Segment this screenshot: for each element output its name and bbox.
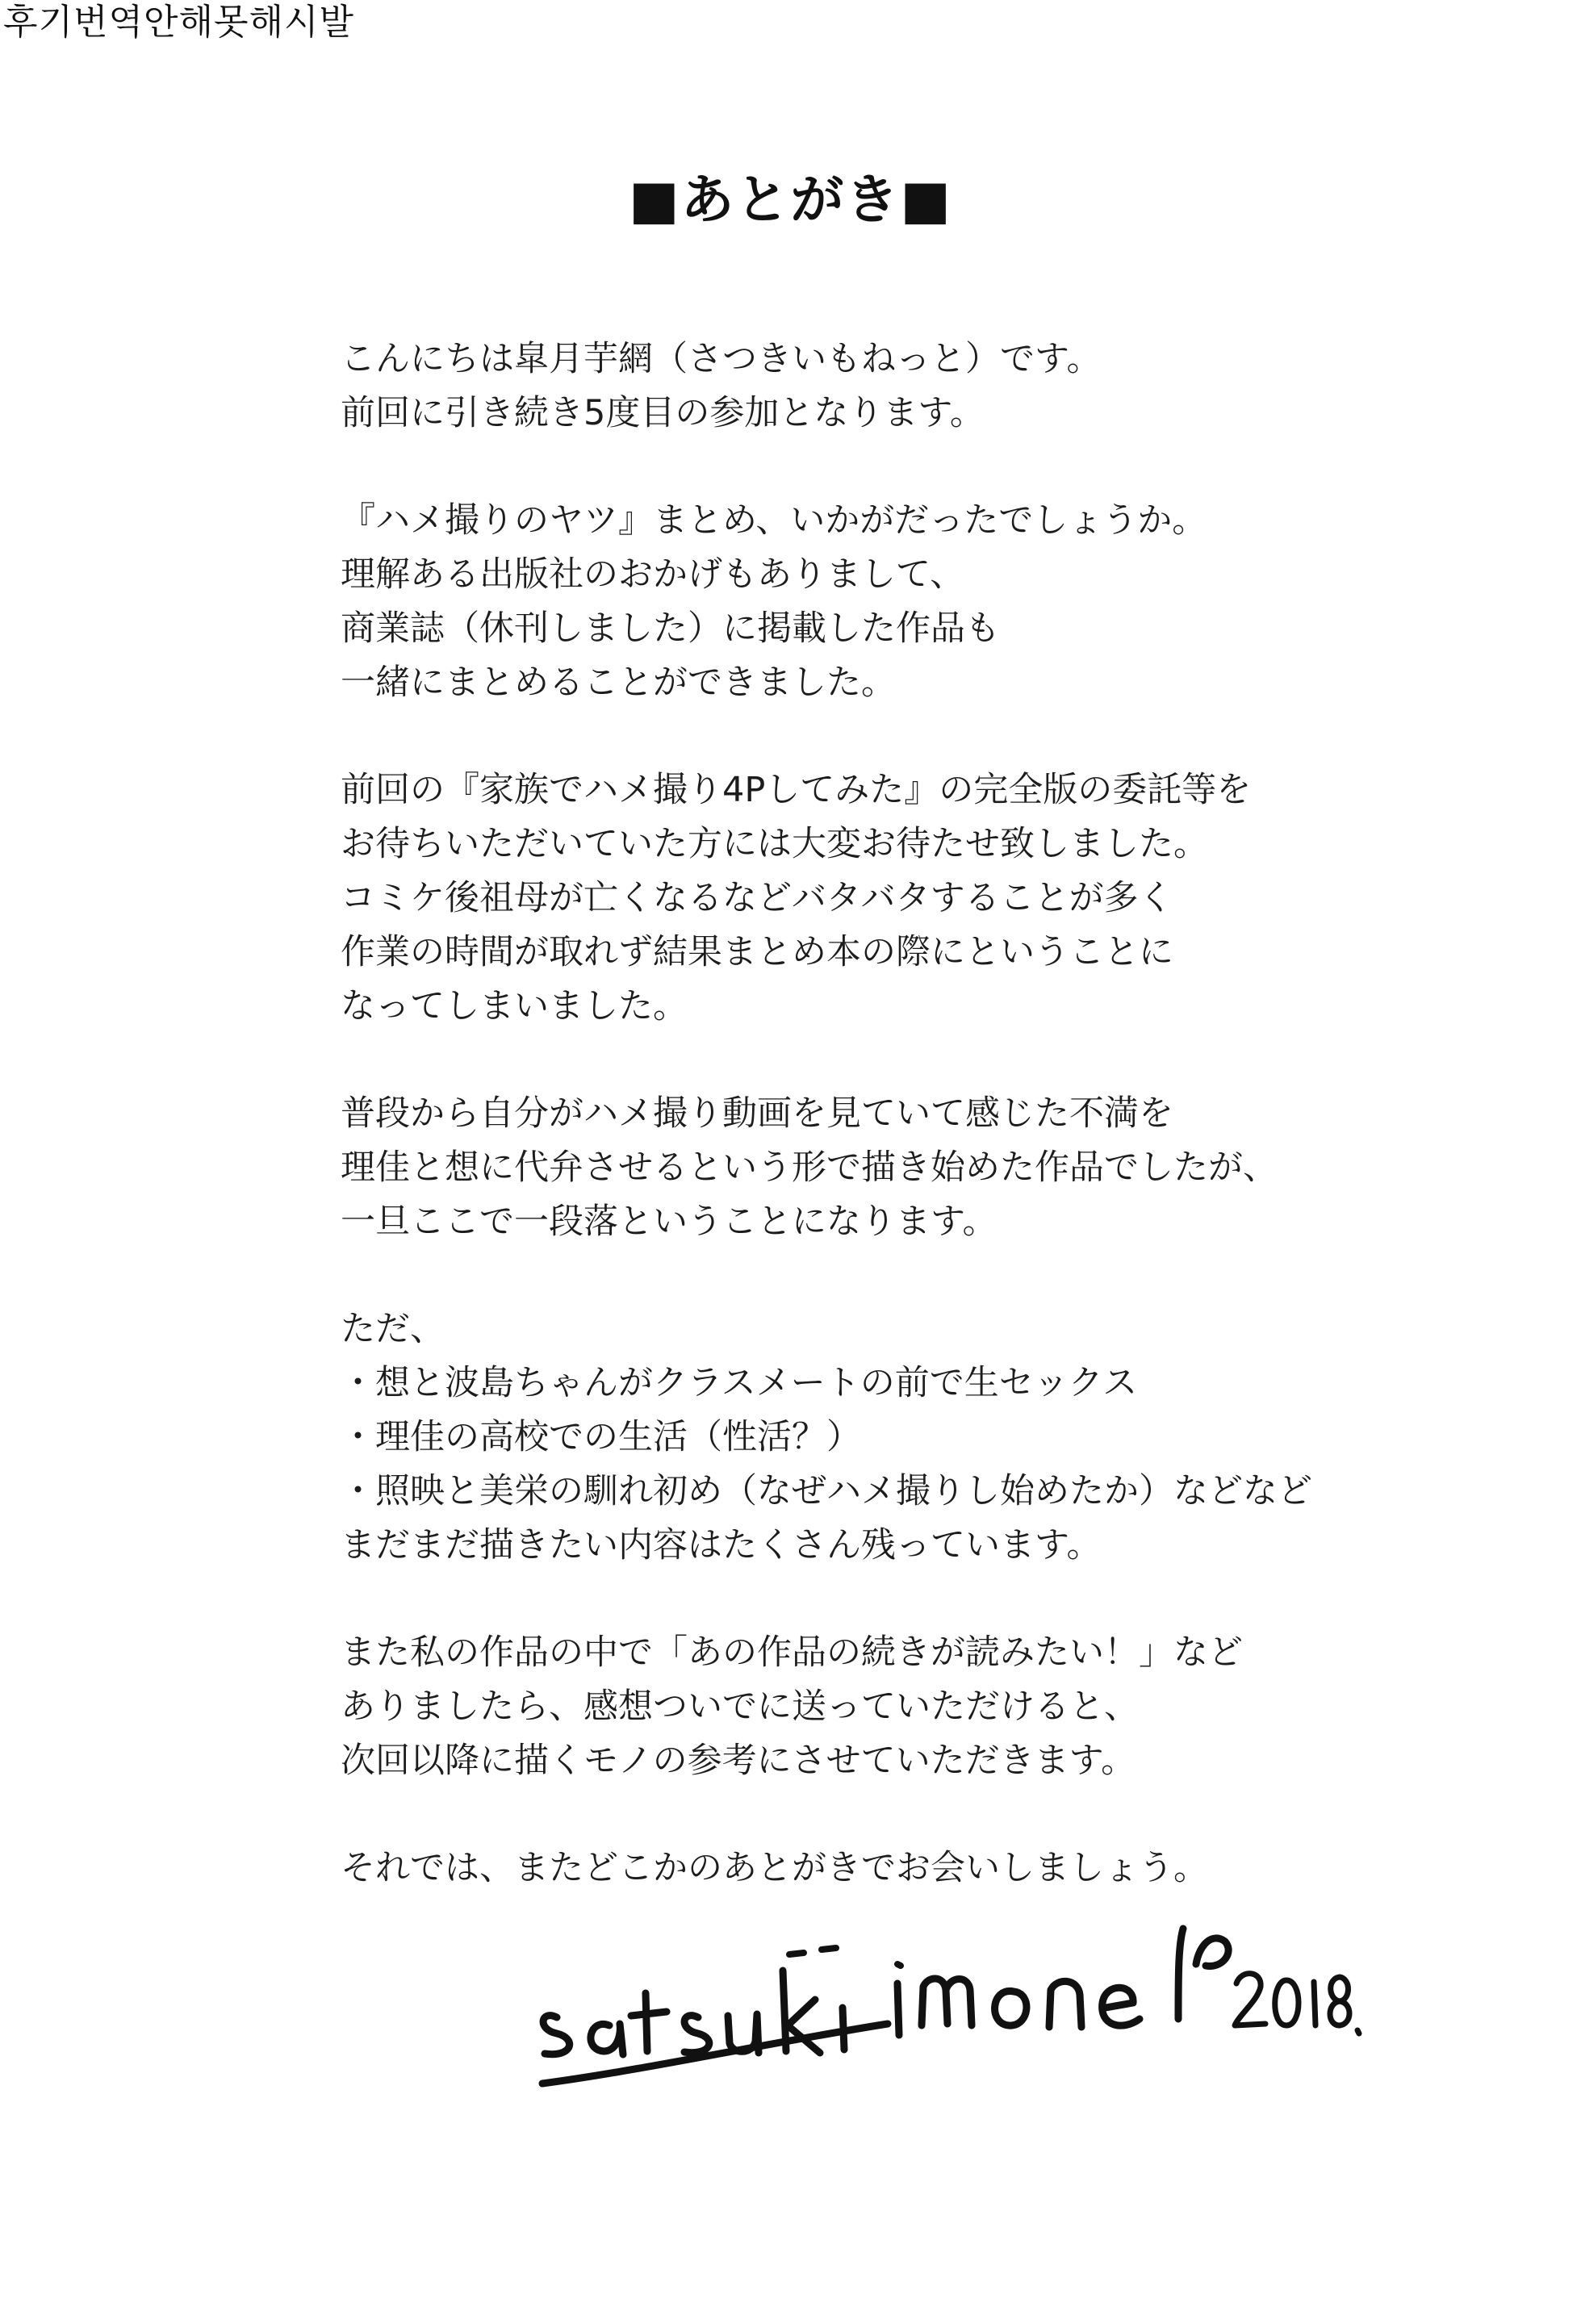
text-line: ただ、: [341, 1309, 445, 1349]
paragraph-gap: [341, 1249, 1390, 1302]
signature-name-strokes: [542, 1929, 1228, 2084]
handwritten-signature: [533, 1896, 1388, 2098]
paragraph-gap: [341, 1788, 1390, 1841]
paragraph: [341, 332, 1390, 441]
text-line: また私の作品の中で「あの作品の続きが読みたい！」など: [341, 1632, 1243, 1673]
text-line: なってしまいました。: [341, 986, 688, 1026]
text-line: 商業誌（休刊しました）に掲載した作品も: [341, 608, 1000, 649]
text-line: ・理佳の高校での生活（性活？）: [341, 1417, 861, 1457]
paragraph-gap: [341, 1034, 1390, 1087]
paragraph-gap: [341, 1573, 1390, 1626]
scan-note: 후기번역안해못해시발: [3, 2, 355, 43]
text-line: それでは、またどこかのあとがきでお会いしましょう。: [341, 1848, 1208, 1888]
text-line: ・照映と美栄の馴れ初め（なぜハメ撮りし始めたか）などなど: [341, 1471, 1312, 1511]
paragraph: [341, 1841, 1390, 1896]
signature-name-dots: [789, 1948, 901, 1966]
text-line: 前回に引き続き5度目の参加となります。: [341, 393, 985, 433]
text-line: 普段から自分がハメ撮り動画を見ていて感じた不満を: [341, 1093, 1173, 1134]
paragraph: [341, 494, 1390, 710]
text-line: 『ハメ撮りのヤツ』まとめ、いかがだったでしょうか。: [341, 500, 1207, 541]
text-line: 理解ある出版社のおかげもありまして、: [341, 554, 965, 595]
text-line: お待ちいただいていた方には大変お待たせ致しました。: [341, 824, 1208, 864]
text-line: 一緒にまとめることができました。: [341, 663, 896, 703]
signature-date-strokes: [1235, 1974, 1359, 2034]
paragraph: [341, 1626, 1390, 1788]
text-line: コミケ後祖母が亡くなるなどバタバタすることが多く: [341, 878, 1173, 918]
text-line: 理佳と想に代弁させるという形で描き始めた作品でしたが、: [341, 1147, 1278, 1188]
paragraph: [341, 1302, 1390, 1573]
paragraph: [341, 1087, 1390, 1249]
text-line: 前回の『家族でハメ撮り4Pしてみた』の完全版の委託等を: [341, 770, 1252, 810]
paragraph-gap: [341, 710, 1390, 763]
paragraph: [341, 763, 1390, 1034]
text-line: 次回以降に描くモノの参考にさせていただきます。: [341, 1741, 1136, 1781]
text-line: 作業の時間が取れず結果まとめ本の際にということに: [341, 932, 1173, 972]
page-title: ■あとがき■: [629, 169, 952, 231]
text-line: こんにちは皐月芋網（さつきいもねっと）です。: [341, 339, 1102, 379]
text-line: ・想と波島ちゃんがクラスメートの前で生セックス: [341, 1363, 1138, 1403]
afterword-body: [341, 332, 1390, 1896]
text-line: 一旦ここで一段落ということになります。: [341, 1202, 998, 1242]
paragraph-gap: [341, 441, 1390, 494]
text-line: まだまだ描きたい内容はたくさん残っています。: [341, 1525, 1102, 1565]
text-line: ありましたら、感想ついでに送っていただけると、: [341, 1687, 1139, 1727]
